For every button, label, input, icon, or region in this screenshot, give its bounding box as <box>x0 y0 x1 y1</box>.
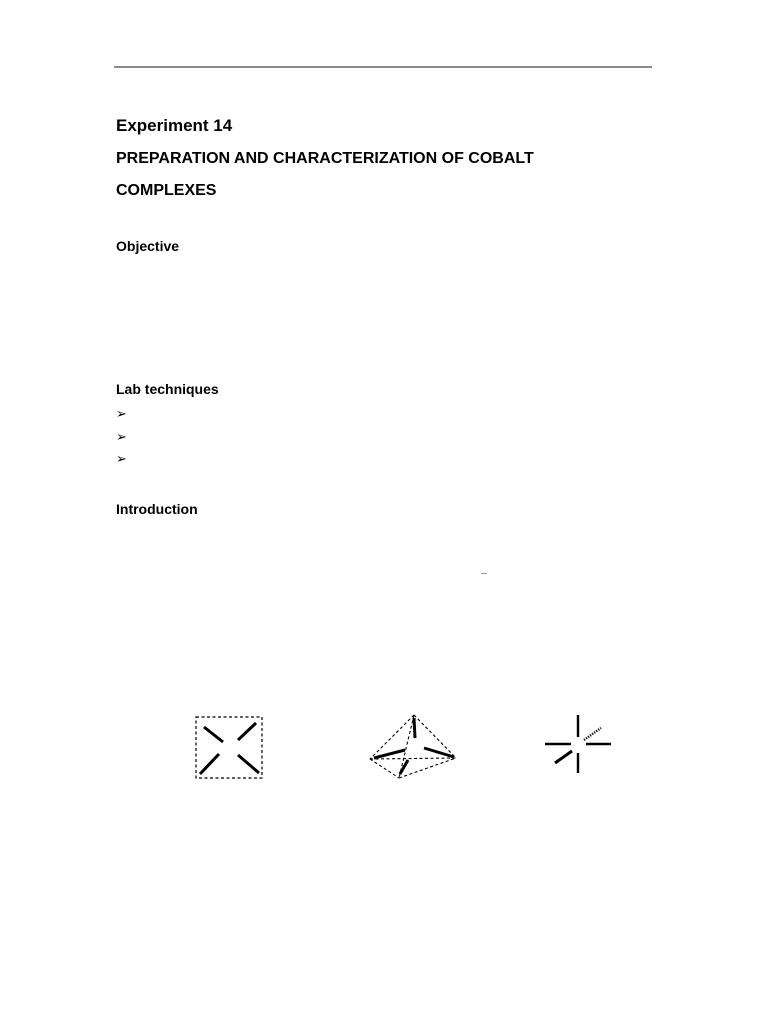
lab-technique-bullet-1: ➢ <box>116 407 127 422</box>
objective-heading: Objective <box>116 238 180 254</box>
lab-technique-bullet-3: ➢ <box>116 452 127 467</box>
header-rule <box>114 66 652 68</box>
lab-techniques-list <box>116 406 127 474</box>
lab-techniques-heading: Lab techniques <box>116 381 219 397</box>
octahedral-icon <box>540 710 620 780</box>
lab-technique-bullet-2: ➢ <box>116 429 127 445</box>
tetrahedral-icon <box>364 710 464 786</box>
introduction-heading: Introduction <box>116 501 198 517</box>
text-speck <box>481 573 487 574</box>
document-title-line-1: PREPARATION AND CHARACTERIZATION OF COBALT <box>116 150 534 167</box>
square-planar-icon <box>190 710 270 786</box>
document-title-line-2: COMPLEXES <box>116 182 217 199</box>
experiment-label: Experiment 14 <box>116 116 233 135</box>
